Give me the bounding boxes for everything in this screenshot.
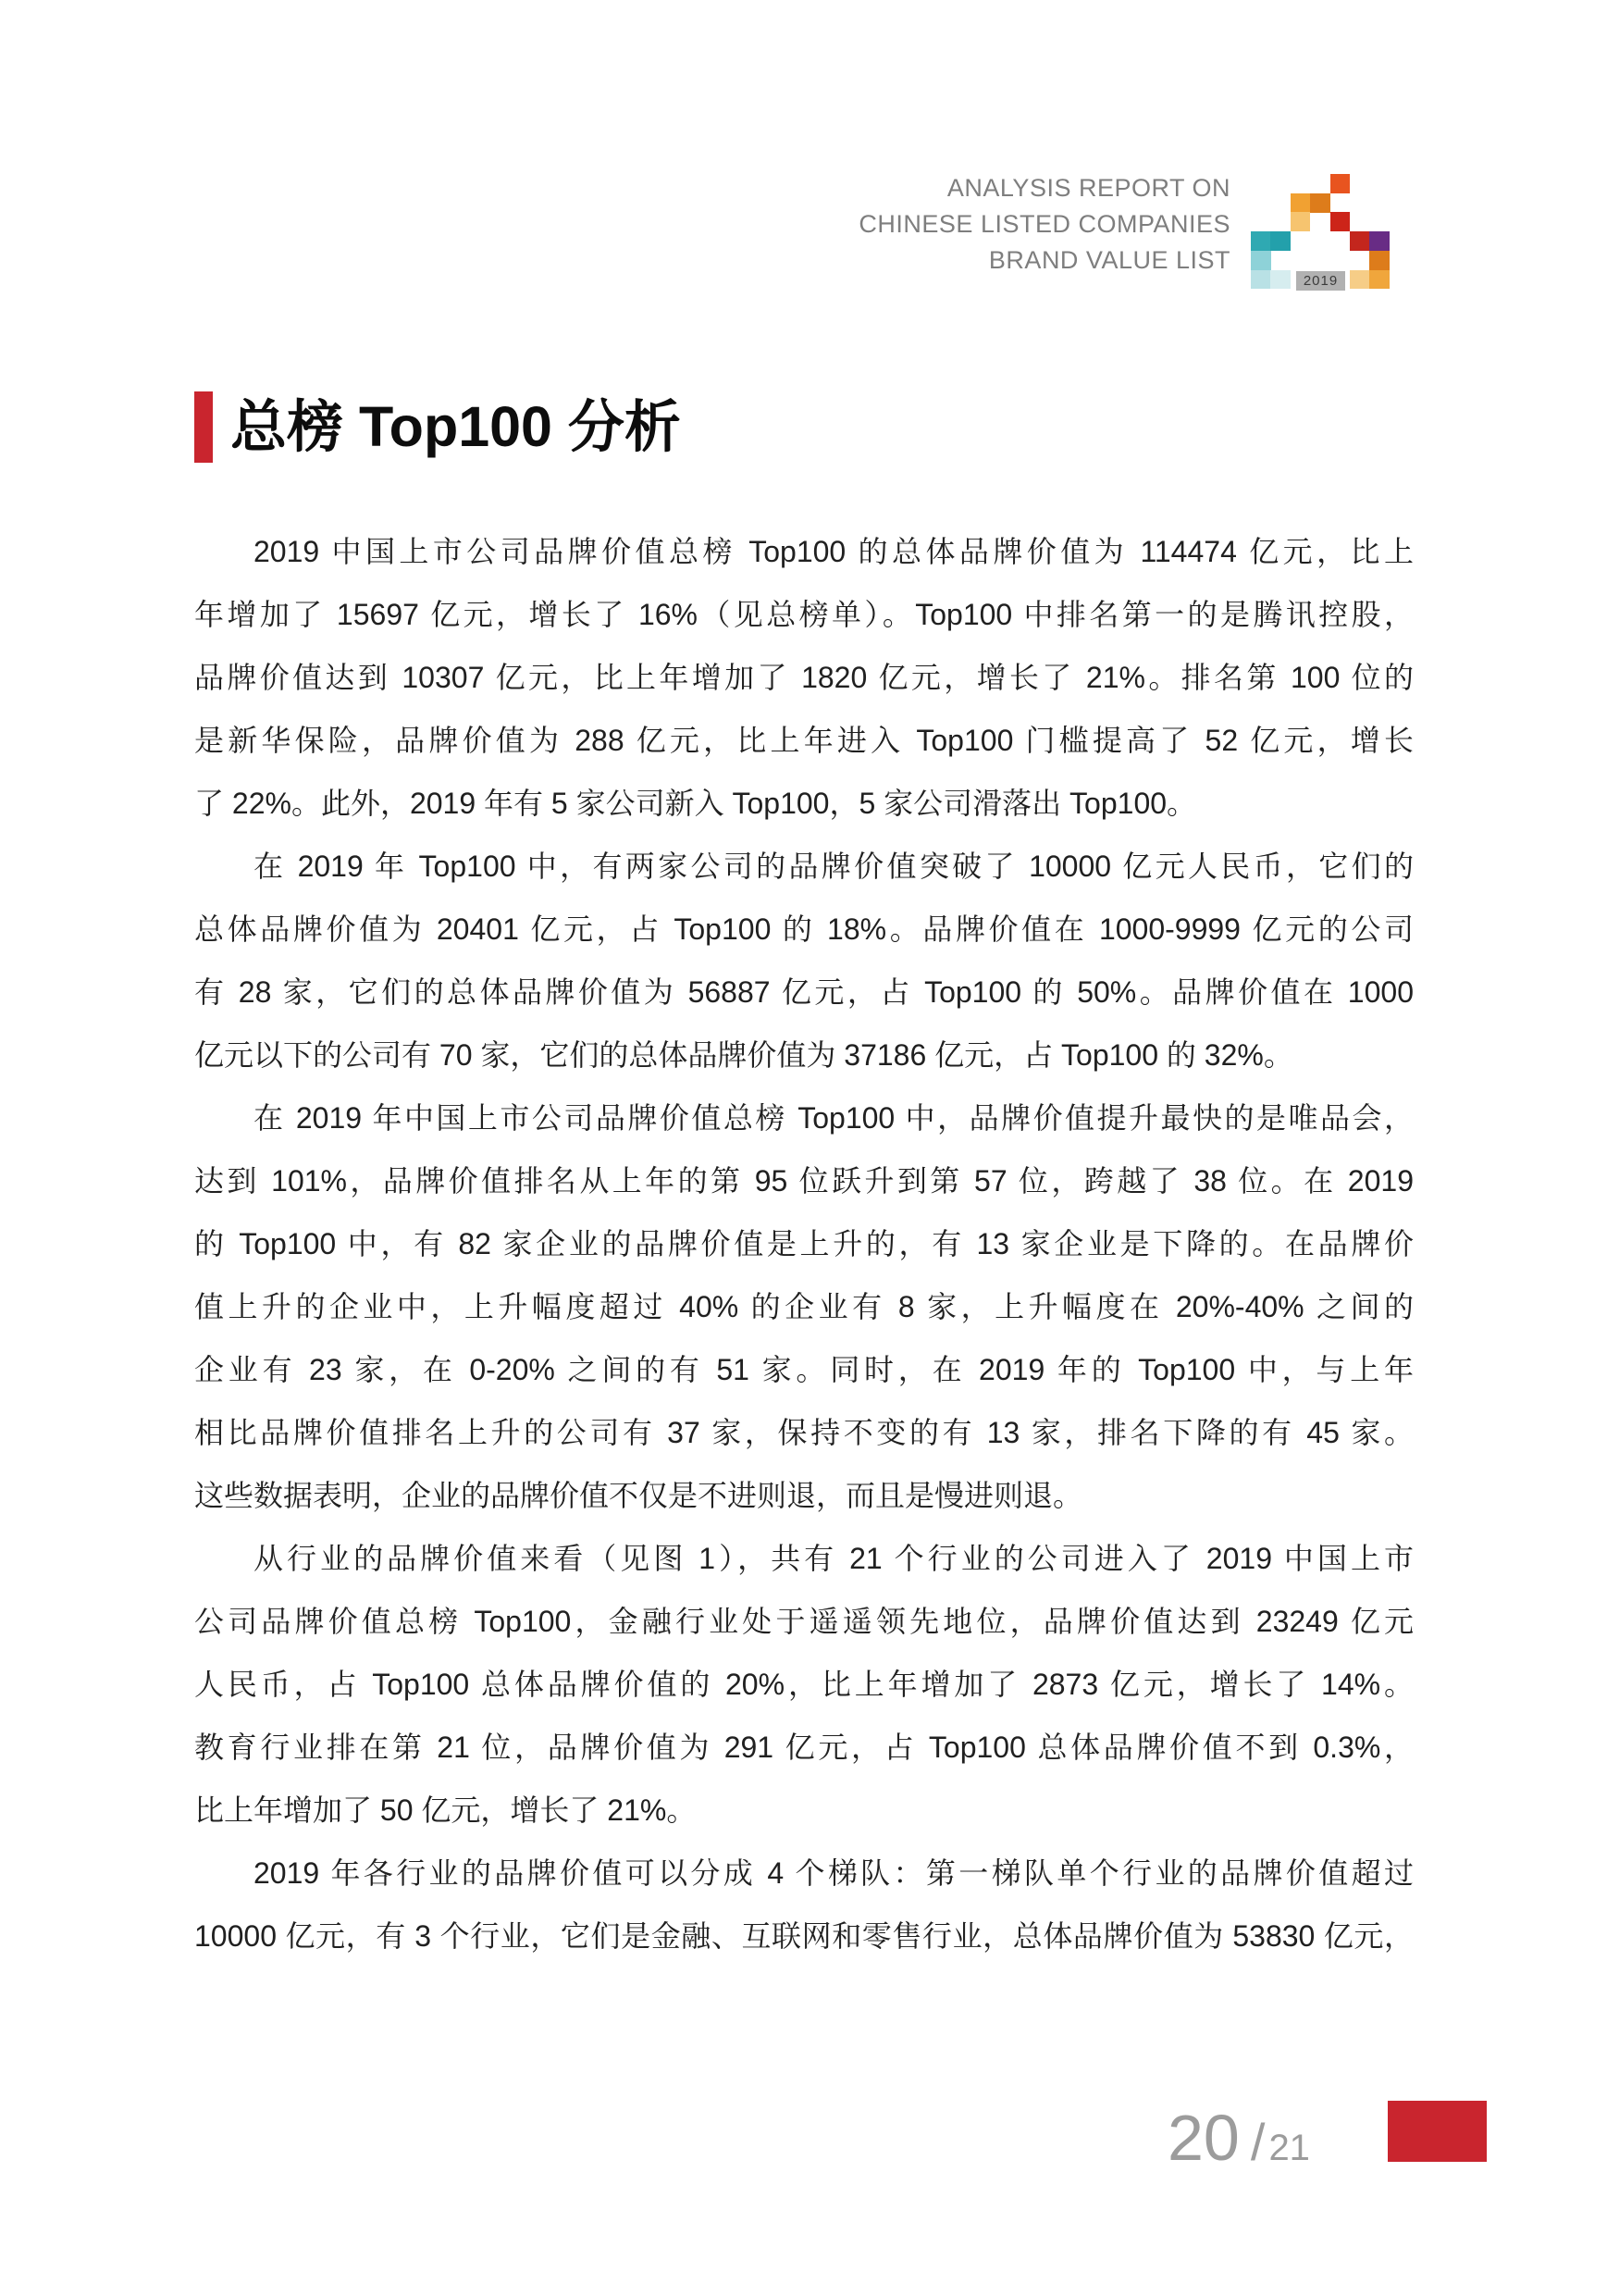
title-accent-bar [194,391,213,463]
report-header [859,170,1230,279]
body-line: 了 22%。此外，2019 年有 5 家公司新入 Top100，5 家公司滑落出 Top100。 [194,787,1197,820]
logo-pixel [1291,212,1311,231]
header-line: ANALYSIS REPORT ON [946,174,1230,202]
body-line: 是新华保险，品牌价值为 288 亿元，比上年进入 Top100 门槛提高了 52 亿元，增长 [194,724,1414,757]
body-line: 公司品牌价值总榜 Top100，金融行业处于遥遥领先地位，品牌价值达到 23249 亿元 [194,1605,1414,1638]
logo-pixel [1369,251,1390,270]
logo-pixel [1369,231,1390,251]
body-line: 达到 101%，品牌价值排名从上年的第 95 位跃升到第 57 位，跨越了 38 位。在 2019 [194,1164,1414,1198]
body-line: 总体品牌价值为 20401 亿元，占 Top100 的 18%。品牌价值在 1000-9999 亿元的公司 [194,912,1414,946]
body-line: 亿元以下的公司有 70 家，它们的总体品牌价值为 37186 亿元，占 Top100 的 32%。 [194,1038,1293,1072]
body-line: 的 Top100 中，有 82 家企业的品牌价值是上升的，有 13 家企业是下降的。在品牌价 [194,1227,1414,1260]
body-line: 年增加了 15697 亿元，增长了 16%（见总榜单）。Top100 中排名第一的是腾讯控股， [194,598,1414,631]
header-line: BRAND VALUE LIST [988,246,1230,274]
logo-pixel [1350,231,1370,251]
brand-logo [1251,174,1391,292]
body-line: 企业有 23 家，在 0-20% 之间的有 51 家。同时，在 2019 年的 Top100 中，与上年 [194,1353,1414,1386]
logo-pixel [1270,231,1291,251]
body-line: 从行业的品牌价值来看（见图 1），共有 21 个行业的公司进入了 2019 中国上市 [253,1542,1414,1575]
body-line: 2019 年各行业的品牌价值可以分成 4 个梯队：第一梯队单个行业的品牌价值超过 [253,1856,1414,1890]
logo-pixel [1330,212,1351,231]
logo-pixel [1350,270,1370,290]
page-number [1168,2104,1310,2172]
body-line: 10000 亿元，有 3 个行业，它们是金融、互联网和零售行业，总体品牌价值为 53830 亿元， [194,1919,1414,1953]
body-line: 这些数据表明，企业的品牌价值不仅是不进则退，而且是慢进则退。 [194,1479,1083,1512]
body-line: 在 2019 年 Top100 中，有两家公司的品牌价值突破了 10000 亿元人民币，它们的 [253,850,1414,883]
page-title: 总榜 Top100 分析 [230,395,681,458]
body-line: 2019 中国上市公司品牌价值总榜 Top100 的总体品牌价值为 114474 亿元，比上 [253,535,1414,568]
footer-accent-block [1388,2101,1487,2162]
title-block [194,391,681,463]
body-line: 教育行业排在第 21 位，品牌价值为 291 亿元，占 Top100 总体品牌价值不到 0.3%， [194,1731,1414,1764]
logo-pixel [1330,174,1351,193]
logo-year-badge: 2019 [1296,271,1345,291]
logo-pixel [1369,270,1390,290]
body-line: 比上年增加了 50 亿元，增长了 21%。 [194,1793,697,1827]
body-line: 相比品牌价值排名上升的公司有 37 家，保持不变的有 13 家，排名下降的有 45 家。 [194,1416,1414,1449]
header-line: CHINESE LISTED COMPANIES [859,210,1230,238]
logo-pixel [1251,270,1271,290]
body-line: 在 2019 年中国上市公司品牌价值总榜 Top100 中，品牌价值提升最快的是唯品会， [253,1101,1414,1135]
logo-pixel [1310,193,1330,213]
body-text [194,520,1414,1967]
logo-pixel [1270,270,1291,290]
logo-pixel [1251,231,1271,251]
body-line: 人民币，占 Top100 总体品牌价值的 20%，比上年增加了 2873 亿元，增长了 14%。 [194,1668,1414,1701]
page-number-current: 20 [1168,2102,1240,2174]
body-line: 值上升的企业中，上升幅度超过 40% 的企业有 8 家，上升幅度在 20%-40% 之间的 [194,1290,1414,1323]
logo-pixel [1251,251,1271,270]
page-number-total: 21 [1268,2128,1310,2168]
logo-pixel [1291,193,1311,213]
body-line: 品牌价值达到 10307 亿元，比上年增加了 1820 亿元，增长了 21%。排名第 100 位的 [194,661,1414,694]
page-number-separator: / [1250,2113,1266,2171]
body-line: 有 28 家，它们的总体品牌价值为 56887 亿元，占 Top100 的 50%。品牌价值在 1000 [194,975,1414,1009]
